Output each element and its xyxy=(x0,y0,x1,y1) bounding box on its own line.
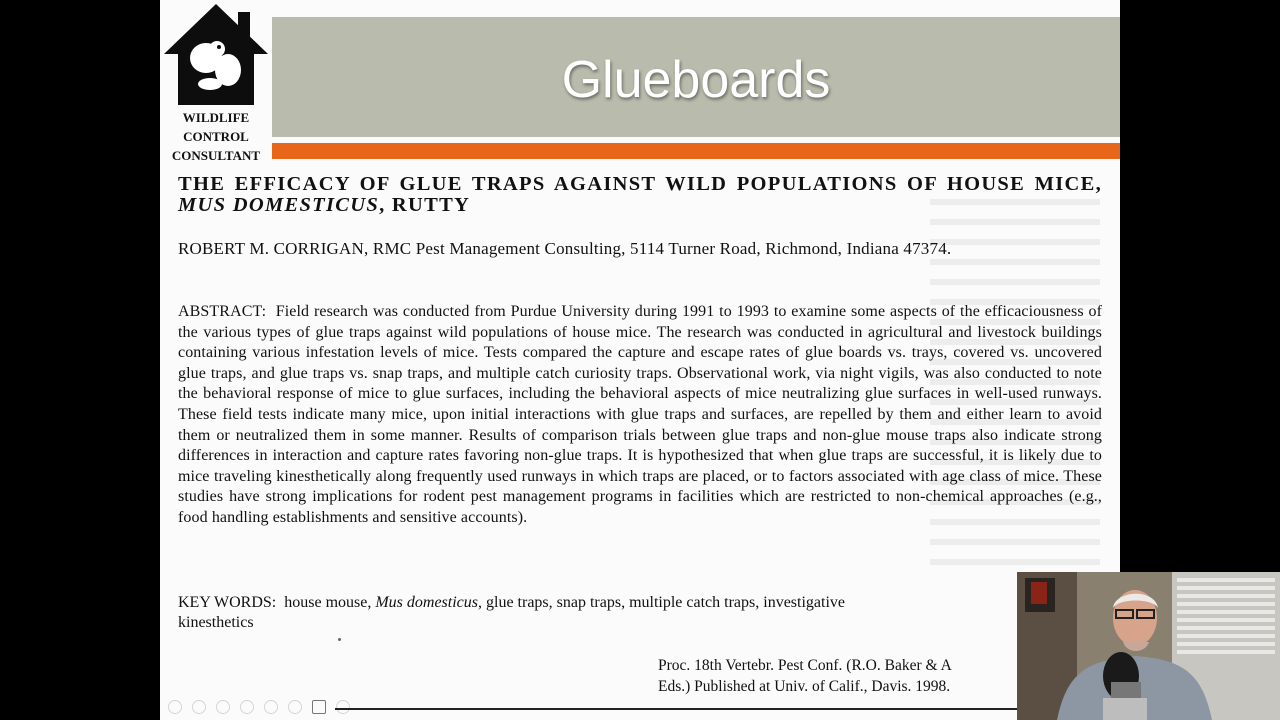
logo-text xyxy=(160,108,272,165)
keywords-line-2: kinesthetics xyxy=(178,614,254,631)
keywords-species: Mus domesticus xyxy=(375,594,478,611)
citation xyxy=(658,656,1078,697)
next-slide-icon[interactable] xyxy=(192,700,206,714)
slide-title: Glueboards xyxy=(561,51,831,109)
paper-title-main: THE EFFICACY OF GLUE TRAPS AGAINST WILD POPULATIONS OF HOUSE MICE, xyxy=(178,173,1102,195)
slide xyxy=(160,0,1120,720)
paper-title-author: , RUTTY xyxy=(379,194,471,216)
logo-line-3: CONSULTANT xyxy=(171,148,261,163)
divider xyxy=(335,708,1117,710)
camera-icon[interactable] xyxy=(312,700,326,714)
citation-line-2: Eds.) Published at Univ. of Calif., Davis. 1998. xyxy=(658,677,951,695)
abstract-label: ABSTRACT: xyxy=(178,303,267,320)
paper-abstract xyxy=(178,302,1102,529)
logo-line-2: CONTROL xyxy=(183,129,249,144)
keywords-post: , glue traps, snap traps, multiple catch traps, investigative xyxy=(478,594,846,611)
pen-icon[interactable] xyxy=(216,700,230,714)
author-name: ROBERT M. CORRIGAN xyxy=(178,239,364,258)
slides-grid-icon[interactable] xyxy=(240,700,254,714)
subtitles-icon[interactable] xyxy=(288,700,302,714)
abstract-text: Field research was conducted from Purdue University during 1991 to 1993 to examine some aspects of the efficaciousness of the various types of glue traps against wild populations of house mice. The research was conducted in agricultural and livestock buildings containing various infestation levels of mice. Tests compared the capture and escape rates of glue boards vs. trays, covered vs. uncovered glue traps, and glue traps vs. snap traps, and multiple catch curiosity traps. Observational work, via night vigils, was also conducted to note the behavioral response of mice to glue surfaces, including the behavioral aspects of mice neutralizing glue surfaces in well-used runways. These field tests indicate many mice, upon initial interactions with glue traps and surfaces, are repelled by them and either learn to avoid them or neutralized them in some manner. Results of comparison trials between glue traps and non-glue mouse traps also indicate strong differences in interaction and capture rates favoring non-glue traps. It is hypothesized that when glue traps are successful, it is likely due to mice traveling kinesthetically along frequently used runways in which traps are placed, or to factors associated with age class of mice. These studies have strong implications for rodent pest management programs in facilities which are restricted to non-chemical approaches (e.g., food handling establishments and sensitive accounts). xyxy=(178,303,1103,526)
presenter-webcam xyxy=(1017,572,1280,720)
wildlife-control-logo xyxy=(160,0,272,165)
slideshow-controls xyxy=(168,698,398,716)
paper-title-species: MUS DOMESTICUS xyxy=(178,194,380,216)
logo-line-1: WILDLIFE xyxy=(182,110,250,125)
paper-title xyxy=(178,174,1102,216)
more-options-icon[interactable] xyxy=(336,700,350,714)
house-squirrel-icon xyxy=(162,2,270,107)
title-band xyxy=(272,17,1120,137)
author-affiliation: , RMC Pest Management Consulting, 5114 Turner Road, Richmond, Indiana 47374. xyxy=(364,239,952,258)
previous-slide-icon[interactable] xyxy=(168,700,182,714)
keywords-label: KEY WORDS: xyxy=(178,594,277,611)
keywords-pre: house mouse, xyxy=(284,594,376,611)
paper-authors xyxy=(178,239,1102,259)
accent-bar xyxy=(272,143,1120,159)
citation-line-1: Proc. 18th Vertebr. Pest Conf. (R.O. Baker & A xyxy=(658,657,952,674)
paper-keywords xyxy=(178,593,1102,633)
speck xyxy=(338,638,341,641)
zoom-icon[interactable] xyxy=(264,700,278,714)
